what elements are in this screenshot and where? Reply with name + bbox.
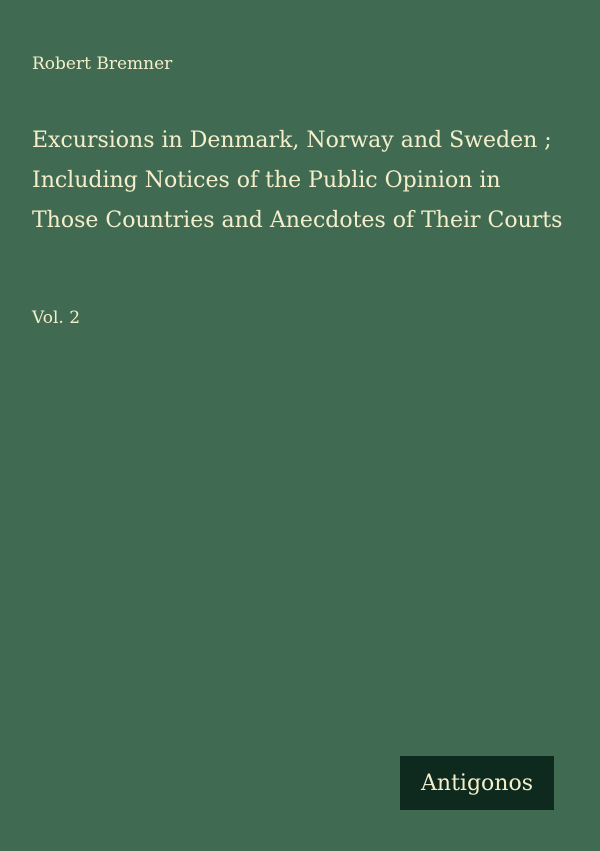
publisher-logo [400,756,554,810]
volume-label: Vol. 2 [32,308,81,328]
publisher-name: Antigonos [421,770,533,796]
book-title: Excursions in Denmark, Norway and Sweden ; Including Notices of the Public Opinion in Those Countries and Anecdotes of Their Courts [32,128,563,233]
author-name: Robert Bremner [32,54,173,74]
